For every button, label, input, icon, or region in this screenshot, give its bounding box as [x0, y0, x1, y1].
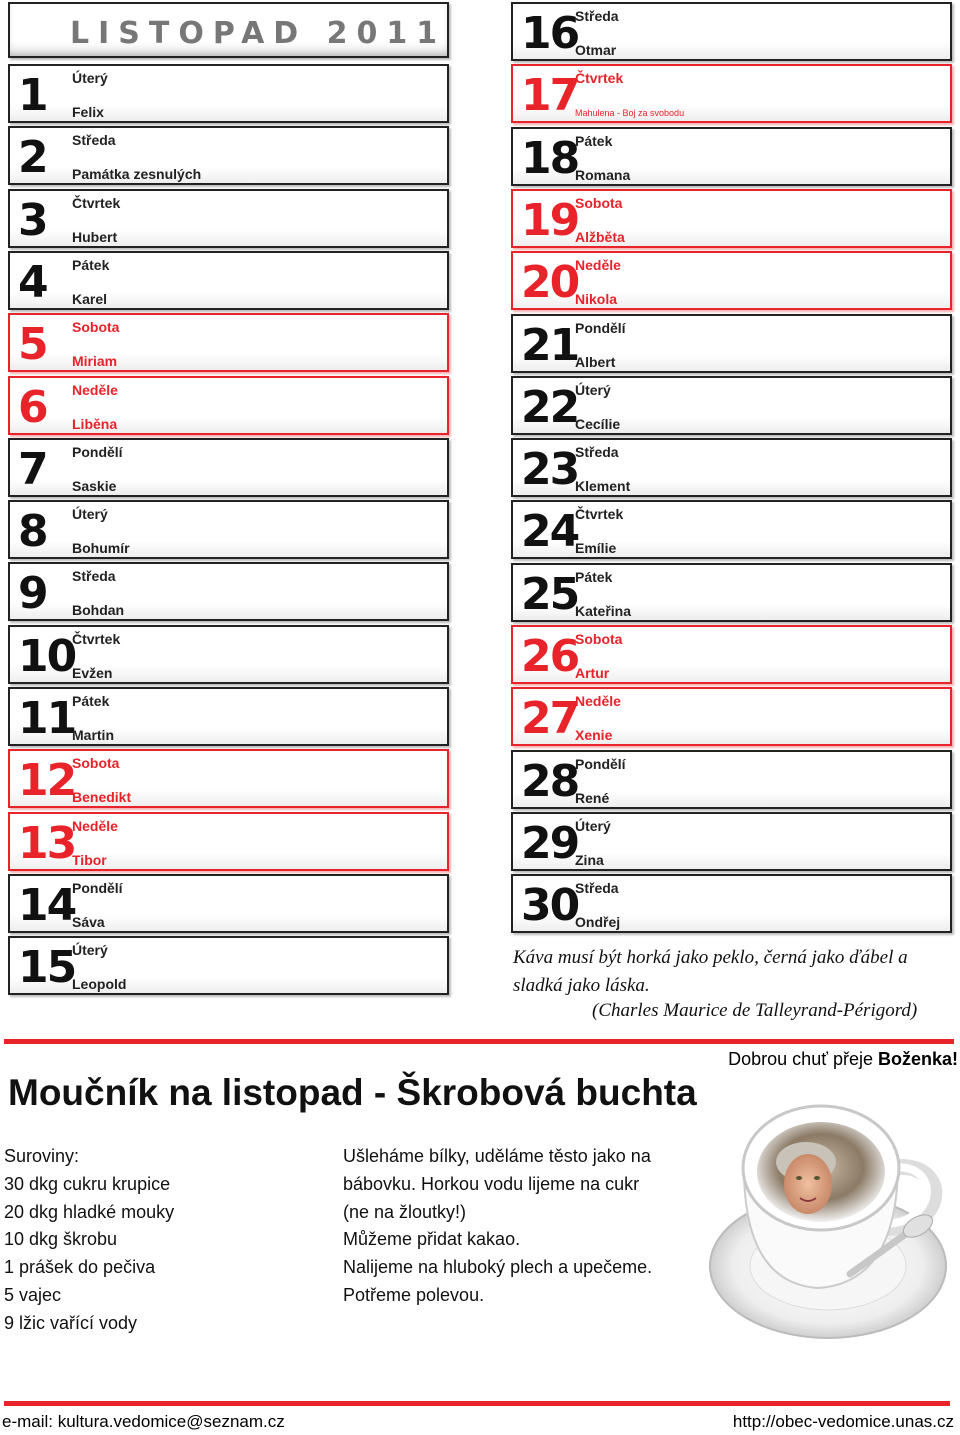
weekday-label: Neděle	[575, 257, 621, 274]
day-number: 5	[18, 319, 47, 371]
day-cell-2	[8, 126, 449, 185]
footer-email: e-mail: kultura.vedomice@seznam.cz	[2, 1412, 285, 1431]
nameday-label: Bohumír	[72, 540, 130, 557]
day-cell-15	[8, 936, 449, 995]
nameday-label: Kateřina	[575, 602, 632, 619]
nameday-label: Artur	[575, 665, 610, 681]
day-number: 21	[521, 319, 579, 371]
nameday-label: Xenie	[575, 727, 613, 744]
weekday-label: Pondělí	[575, 319, 626, 336]
calendar-title: LISTOPAD 2011	[70, 16, 447, 51]
greeting	[728, 1049, 958, 1070]
day-number: 17	[521, 70, 579, 122]
day-cell-23	[511, 438, 952, 497]
day-cell-26	[511, 625, 952, 684]
day-number: 26	[521, 631, 579, 682]
weekday-label: Úterý	[72, 70, 108, 86]
nameday-label: Saskie	[72, 477, 117, 494]
step-line: Nalijeme na hluboký plech a upečeme.	[343, 1257, 653, 1278]
weekday-label: Středa	[72, 132, 116, 149]
day-cell-11	[8, 687, 449, 746]
weekday-label: Pondělí	[72, 443, 123, 460]
day-number: 25	[521, 568, 579, 620]
weekday-label: Neděle	[575, 693, 621, 710]
step-line: Potřeme polevou.	[343, 1284, 485, 1305]
weekday-label: Čtvrtek	[575, 70, 624, 87]
day-cell-12	[8, 749, 449, 808]
ingredients-list	[4, 1143, 174, 1338]
day-cell-18	[511, 127, 952, 186]
day-cell-21	[511, 314, 952, 373]
day-number: 22	[521, 381, 579, 433]
day-number: 9	[18, 568, 47, 620]
day-number: 11	[18, 693, 76, 744]
step-line: (ne na žloutky!)	[343, 1201, 467, 1222]
nameday-label: Hubert	[72, 228, 118, 245]
weekday-label: Čtvrtek	[575, 506, 624, 523]
weekday-label: Středa	[72, 568, 116, 585]
recipe-title: Moučník na listopad - Škrobová buchta	[8, 1072, 697, 1113]
weekday-label: Neděle	[72, 381, 118, 398]
coffee-cup-illustration	[700, 1098, 958, 1344]
day-cell-24	[511, 500, 952, 559]
day-number: 3	[18, 194, 47, 246]
weekday-label: Úterý	[72, 506, 108, 523]
nameday-label: Romana	[575, 166, 631, 183]
day-number: 13	[18, 817, 76, 869]
day-number: 24	[521, 506, 579, 558]
step-line: Můžeme přidat kakao.	[343, 1229, 521, 1250]
nameday-label: Otmar	[575, 42, 617, 58]
ingredient-line: 5 vajec	[4, 1284, 62, 1305]
nameday-label: Ondřej	[575, 914, 621, 931]
nameday-label: Albert	[575, 353, 616, 370]
day-number: 2	[18, 132, 47, 184]
weekday-label: Čtvrtek	[72, 630, 121, 647]
nameday-label: Benedikt	[72, 789, 132, 806]
day-number: 28	[521, 755, 579, 807]
day-number: 20	[521, 257, 579, 309]
calendar-title-box	[8, 2, 449, 58]
holiday-label: Mahulena - Boj za svobodu	[575, 108, 685, 119]
nameday-label: Emílie	[575, 540, 617, 557]
nameday-label: Liběna	[72, 415, 118, 432]
day-cell-5	[8, 313, 449, 372]
weekday-label: Sobota	[72, 319, 120, 336]
weekday-label: Úterý	[575, 817, 611, 834]
day-number: 14	[18, 879, 76, 931]
weekday-label: Sobota	[72, 755, 120, 772]
weekday-label: Pondělí	[575, 755, 626, 772]
day-cell-19	[511, 189, 952, 248]
day-cell-17	[511, 64, 952, 123]
day-cell-22	[511, 376, 952, 435]
nameday-label: Sáva	[72, 913, 105, 930]
day-cell-4	[8, 251, 449, 310]
day-cell-14	[8, 874, 449, 933]
weekday-label: Čtvrtek	[72, 194, 121, 211]
step-line: bábovku. Horkou vodu lijeme na cukr	[343, 1173, 640, 1194]
footer-url: http://obec-vedomice.unas.cz	[732, 1412, 954, 1431]
nameday-label: Miriam	[72, 353, 118, 370]
weekday-label: Pátek	[575, 132, 613, 149]
day-number: 10	[18, 630, 76, 682]
top-red-divider	[4, 1039, 954, 1044]
ingredient-line: 9 lžic vařící vody	[4, 1312, 138, 1333]
day-number: 16	[521, 8, 579, 59]
ingredient-line: Suroviny:	[4, 1146, 80, 1166]
day-cell-13	[8, 812, 449, 871]
nameday-label: Karel	[72, 290, 108, 307]
day-cell-20	[511, 251, 952, 310]
day-cell-30	[511, 874, 952, 933]
coffee-cup-icon	[700, 1098, 958, 1344]
nameday-label: René	[575, 789, 610, 806]
day-cell-29	[511, 812, 952, 871]
day-cell-16	[511, 2, 952, 61]
day-number: 4	[18, 256, 47, 308]
day-cell-7	[8, 438, 449, 497]
day-cell-25	[511, 563, 952, 622]
ingredient-line: 20 dkg hladké mouky	[4, 1201, 175, 1222]
day-number: 30	[521, 880, 579, 932]
greeting-prefix: Dobrou chuť přeje	[728, 1049, 878, 1069]
weekday-label: Neděle	[72, 817, 118, 834]
weekday-label: Pondělí	[72, 879, 123, 896]
ingredient-line: 1 prášek do pečiva	[4, 1257, 156, 1278]
quote-author: (Charles Maurice de Talleyrand-Périgord)	[592, 1000, 918, 1021]
day-number: 7	[18, 443, 47, 495]
coffee-quote: Káva musí být horká jako peklo, černá jako ďábel a sladká jako láska.	[513, 947, 908, 996]
day-cell-10	[8, 625, 449, 684]
day-cell-6	[8, 376, 449, 435]
nameday-label: Cecílie	[575, 415, 621, 432]
day-number: 27	[521, 693, 579, 745]
nameday-label: Bohdan	[72, 602, 125, 619]
weekday-label: Úterý	[575, 381, 611, 398]
day-cell-3	[8, 189, 449, 248]
nameday-label: Evžen	[72, 664, 113, 681]
weekday-label: Středa	[575, 880, 619, 897]
weekday-label: Středa	[575, 8, 619, 24]
day-cell-28	[511, 750, 952, 809]
day-number: 6	[18, 381, 47, 433]
nameday-label: Klement	[575, 478, 631, 495]
nameday-label: Památka zesnulých	[72, 166, 202, 183]
weekday-label: Sobota	[575, 194, 623, 211]
greeting-name: Boženka!	[877, 1049, 958, 1069]
day-cell-8	[8, 500, 449, 559]
day-number: 12	[18, 755, 76, 807]
nameday-label: Alžběta	[575, 228, 625, 245]
day-cell-27	[511, 687, 952, 746]
day-number: 18	[521, 132, 579, 184]
ingredient-line: 10 dkg škrobu	[4, 1229, 118, 1250]
day-number: 29	[521, 817, 579, 869]
weekday-label: Středa	[575, 444, 619, 461]
weekday-label: Pátek	[72, 256, 110, 273]
bottom-red-divider	[4, 1401, 950, 1406]
nameday-label: Nikola	[575, 291, 618, 308]
day-number: 8	[18, 506, 47, 558]
weekday-label: Pátek	[575, 568, 613, 585]
step-line: Ušleháme bílky, uděláme těsto jako na	[343, 1146, 651, 1166]
nameday-label: Zina	[575, 851, 604, 868]
weekday-label: Pátek	[72, 693, 110, 709]
nameday-label: Leopold	[72, 976, 127, 993]
weekday-label: Úterý	[72, 942, 108, 959]
day-number: 23	[521, 444, 579, 496]
day-cell-1	[8, 64, 449, 123]
day-cell-9	[8, 562, 449, 621]
nameday-label: Tibor	[72, 851, 107, 868]
day-number: 15	[18, 942, 76, 994]
nameday-label: Martin	[72, 727, 114, 743]
nameday-label: Felix	[72, 104, 104, 120]
recipe-steps	[343, 1143, 652, 1310]
ingredient-line: 30 dkg cukru krupice	[4, 1173, 171, 1194]
day-number: 19	[521, 194, 579, 246]
day-number: 1	[18, 70, 47, 121]
weekday-label: Sobota	[575, 631, 623, 647]
